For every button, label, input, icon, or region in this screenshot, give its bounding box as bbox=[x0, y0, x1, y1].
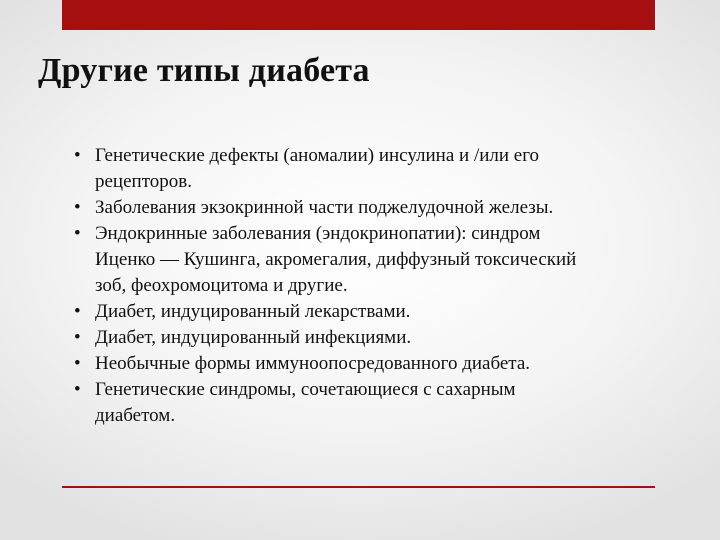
bullet-dot-icon: • bbox=[74, 223, 81, 244]
bullet-dot-icon: • bbox=[74, 197, 81, 218]
bullet-text: Диабет, индуцированный инфекциями. bbox=[95, 327, 412, 348]
bullet-item-genetic-syndromes bbox=[74, 377, 594, 429]
top-accent-bar bbox=[62, 0, 655, 30]
bullet-item-infection-induced bbox=[74, 325, 594, 351]
bullet-dot-icon: • bbox=[74, 353, 81, 374]
bullet-dot-icon: • bbox=[74, 301, 81, 322]
bullet-text: Генетические дефекты (аномалии) инсулина и /или его рецепторов. bbox=[95, 145, 540, 192]
bullet-text: Заболевания экзокринной части поджелудочной железы. bbox=[95, 197, 554, 218]
bullet-item-exocrine-pancreas bbox=[74, 195, 594, 221]
bullet-dot-icon: • bbox=[74, 379, 81, 400]
bullet-text: Генетические синдромы, сочетающиеся с сахарным диабетом. bbox=[95, 379, 516, 426]
bullet-text: Диабет, индуцированный лекарствами. bbox=[95, 301, 411, 322]
bullet-item-drug-induced bbox=[74, 299, 594, 325]
bullet-item-endocrine-diseases bbox=[74, 221, 594, 299]
bullet-dot-icon: • bbox=[74, 145, 81, 166]
bottom-accent-line bbox=[62, 486, 655, 488]
bullet-item-genetic-defects bbox=[74, 143, 594, 195]
slide-title: Другие типы диабета bbox=[38, 52, 370, 89]
bullet-text: Необычные формы иммуноопосредованного диабета. bbox=[95, 353, 531, 374]
bullet-text: Эндокринные заболевания (эндокринопатии): синдром Иценко — Кушинга, акромегалия, диффузный токсический зоб, феохромоцитома и другие. bbox=[95, 223, 577, 296]
bullet-item-immune-mediated bbox=[74, 351, 594, 377]
bullet-list bbox=[74, 143, 594, 429]
bullet-dot-icon: • bbox=[74, 327, 81, 348]
